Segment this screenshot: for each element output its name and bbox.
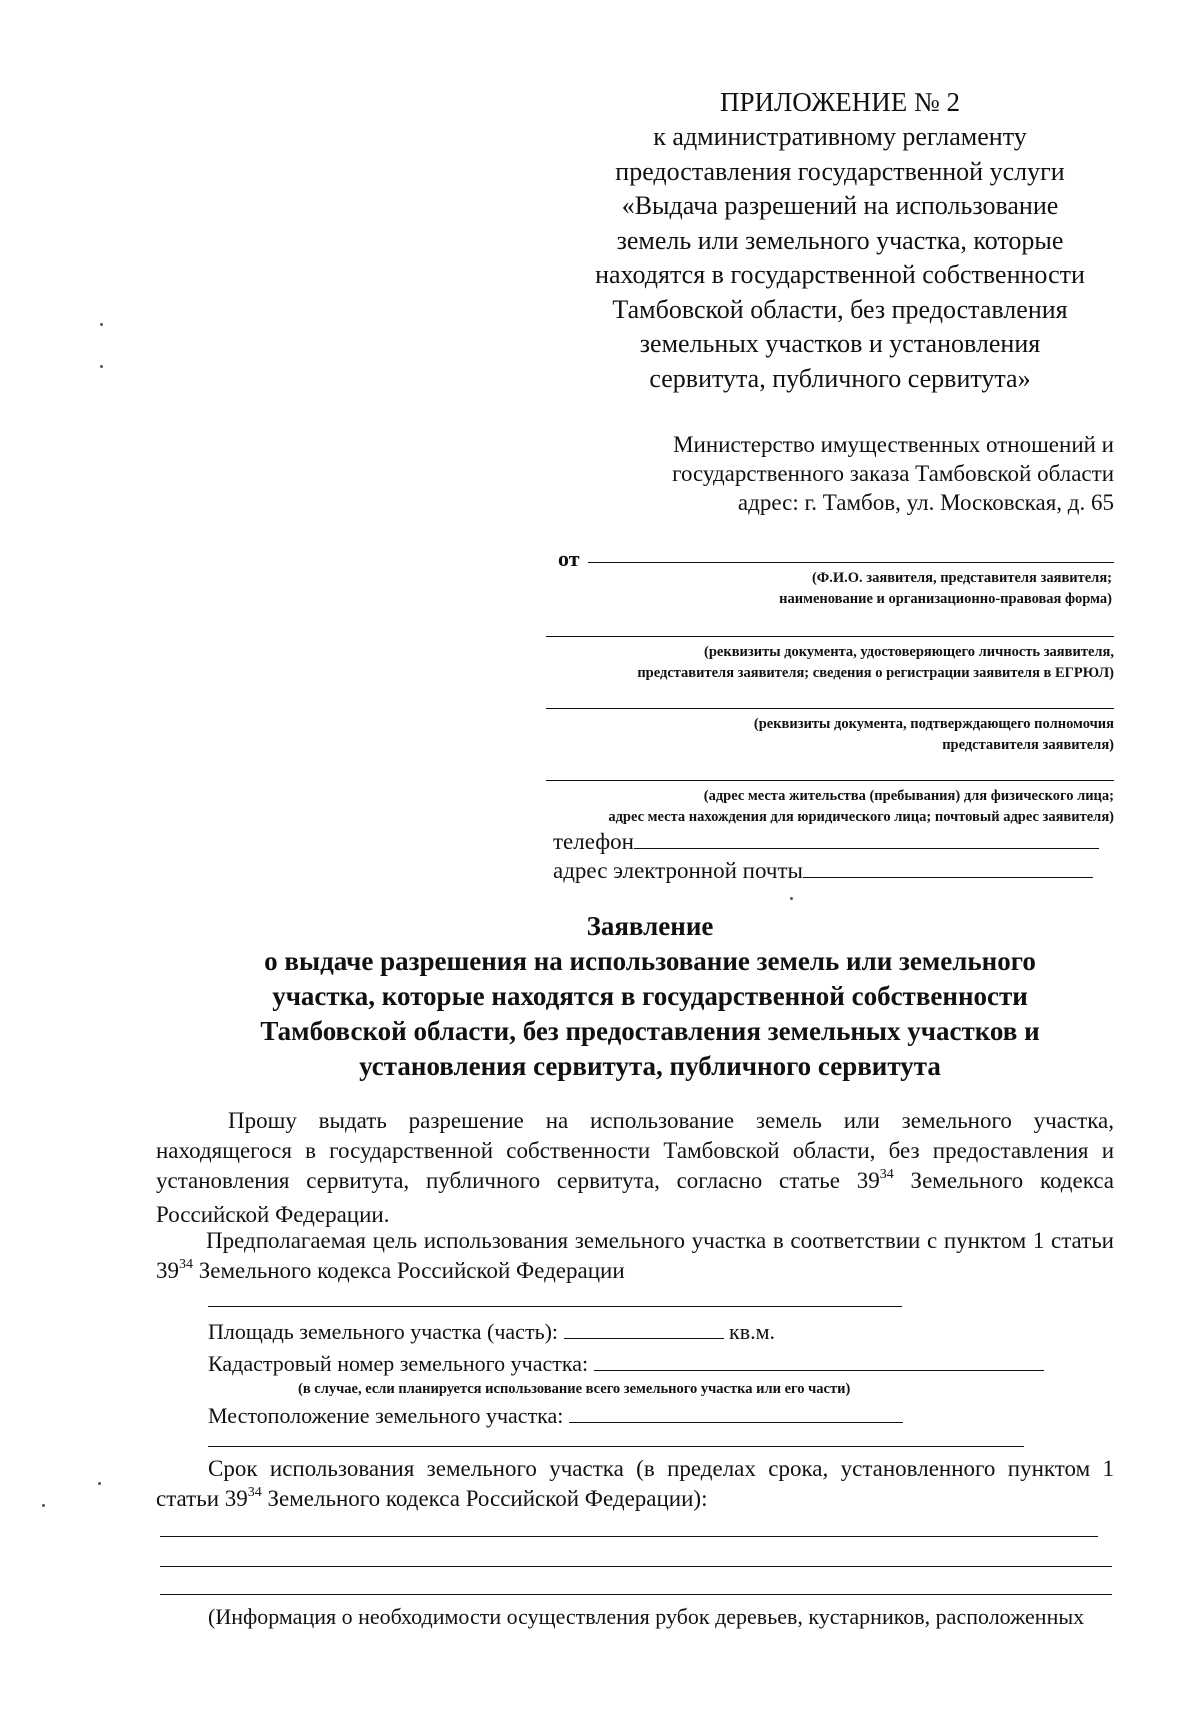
- cadastral-row: [208, 1348, 1044, 1378]
- email-label: адрес электронной почты: [553, 858, 803, 883]
- purpose-text: Предполагаемая цель использования земельного участка в соответствии с пунктом 1 статьи 39: [156, 1228, 1114, 1283]
- term-field-line-3[interactable]: [160, 1594, 1112, 1595]
- scan-speck: [100, 323, 103, 326]
- term-field-line-2[interactable]: [160, 1566, 1112, 1567]
- phone-field[interactable]: [634, 828, 1099, 849]
- email-field[interactable]: [803, 857, 1093, 878]
- addressee-block: [560, 430, 1114, 517]
- hint-id-line: представителя заявителя; сведения о регистрации заявителя в ЕГРЮЛ): [637, 665, 1114, 681]
- applicant-authority-field[interactable]: [546, 708, 1114, 709]
- hint-address-line: адрес места нахождения для юридического лица; почтовый адрес заявителя): [608, 809, 1114, 825]
- term-field-line-1[interactable]: [160, 1536, 1098, 1537]
- purpose-text-end: Земельного кодекса Российской Федерации: [198, 1258, 625, 1283]
- hint-id-line: (реквизиты документа, удостоверяющего личность заявителя,: [704, 644, 1114, 660]
- phone-row: [553, 828, 1099, 856]
- email-row: [553, 857, 1093, 885]
- appendix-header: [560, 84, 1120, 396]
- request-text: Прошу выдать разрешение на использование земель или земельного участка, находящегося в государственной собственности Тамбовской области, без предоставления и установления сервитута, публичного сервитута, согласно статье 39: [156, 1108, 1114, 1193]
- location-field-line-2[interactable]: [208, 1446, 1024, 1447]
- statement-line: Тамбовской области, без предоставления земельных участков и: [260, 1016, 1040, 1046]
- purpose-field[interactable]: [208, 1306, 902, 1307]
- article-superscript: 34: [247, 1485, 262, 1500]
- applicant-name-field[interactable]: [588, 562, 1114, 563]
- location-label: Местоположение земельного участка:: [208, 1403, 564, 1428]
- applicant-id-field[interactable]: [546, 636, 1114, 637]
- scan-speck: [98, 1482, 101, 1485]
- location-field[interactable]: [569, 1400, 903, 1423]
- hint-authority: [500, 714, 1114, 756]
- scan-speck: [790, 897, 793, 900]
- cadastral-label: Кадастровый номер земельного участка:: [208, 1351, 589, 1376]
- appendix-line: земель или земельного участка, которые: [616, 225, 1064, 255]
- term-text: Срок использования земельного участка (в пределах срока, установленного пунктом 1 статьи 39: [156, 1456, 1114, 1511]
- statement-line: участка, которые находятся в государственной собственности: [272, 981, 1028, 1011]
- term-paragraph: [156, 1454, 1114, 1518]
- statement-title: Заявление: [586, 911, 714, 941]
- scan-speck: [100, 365, 103, 368]
- appendix-line: к административному регламенту: [653, 122, 1027, 151]
- area-row: [208, 1316, 775, 1346]
- cadastral-note: (в случае, если планируется использование всего земельного участка или его части): [298, 1381, 851, 1397]
- from-label: от: [558, 546, 580, 571]
- location-row: [208, 1400, 903, 1430]
- hint-name-line: наименование и организационно-правовая форма): [779, 591, 1112, 607]
- article-superscript: 34: [879, 1167, 894, 1182]
- applicant-address-field[interactable]: [546, 780, 1114, 781]
- hint-authority-line: представителя заявителя): [942, 737, 1114, 753]
- hint-authority-line: (реквизиты документа, подтверждающего полномочия: [753, 716, 1114, 732]
- appendix-line: сервитута, публичного сервитута»: [649, 363, 1031, 393]
- statement-line: установления сервитута, публичного сервитута: [359, 1051, 941, 1081]
- info-text: (Информация о необходимости осуществления рубок деревьев, кустарников, расположенных: [208, 1604, 1085, 1629]
- hint-name-line: (Ф.И.О. заявителя, представителя заявителя;: [811, 570, 1112, 586]
- appendix-title: ПРИЛОЖЕНИЕ № 2: [719, 87, 961, 117]
- hint-id: [500, 642, 1114, 684]
- area-field[interactable]: [564, 1316, 724, 1339]
- addressee-line: Министерство имущественных отношений и: [673, 432, 1114, 457]
- appendix-line: земельных участков и установления: [639, 329, 1041, 358]
- appendix-line: предоставления государственной услуги: [615, 156, 1065, 186]
- appendix-line: Тамбовской области, без предоставления: [612, 294, 1068, 324]
- term-text-end: Земельного кодекса Российской Федерации):: [267, 1486, 708, 1511]
- phone-label: телефон: [553, 829, 634, 854]
- addressee-line: адрес: г. Тамбов, ул. Московская, д. 65: [737, 490, 1114, 515]
- area-label: Площадь земельного участка (часть):: [208, 1319, 559, 1344]
- article-superscript: 34: [179, 1257, 193, 1272]
- addressee-line: государственного заказа Тамбовской области: [672, 461, 1114, 486]
- hint-address: [480, 786, 1114, 828]
- hint-address-line: (адрес места жительства (пребывания) для физического лица;: [703, 788, 1114, 804]
- appendix-line: находятся в государственной собственности: [595, 260, 1085, 289]
- cadastral-field[interactable]: [594, 1348, 1044, 1371]
- request-text-end: Земельного кодекса Российской Федерации.: [156, 1168, 1115, 1227]
- area-unit: кв.м.: [729, 1319, 776, 1344]
- statement-line: о выдаче разрешения на использование земель или земельного: [264, 946, 1036, 976]
- scan-speck: [42, 1504, 45, 1507]
- purpose-paragraph: [156, 1226, 1114, 1290]
- statement-heading: [150, 908, 1150, 1084]
- appendix-line: «Выдача разрешений на использование: [621, 191, 1059, 220]
- hint-name: [500, 568, 1112, 610]
- request-paragraph: [156, 1106, 1114, 1230]
